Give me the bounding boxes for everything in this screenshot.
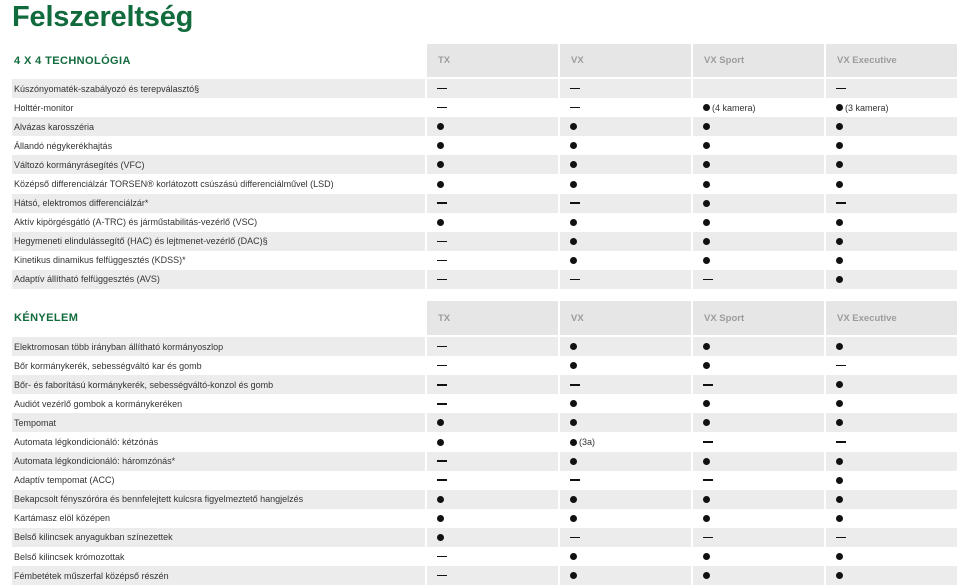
dash-icon xyxy=(570,88,580,90)
row-label: Tempomat xyxy=(12,413,425,432)
cell-tx xyxy=(427,174,558,193)
dash-icon xyxy=(836,537,846,539)
dash-icon xyxy=(437,556,447,558)
dash-icon xyxy=(570,537,580,539)
cell-vx-executive xyxy=(826,136,957,155)
cell-vx xyxy=(560,356,691,375)
table-row xyxy=(12,337,957,356)
cell-vx-executive xyxy=(826,270,957,289)
column-header-tx: TX xyxy=(427,44,558,77)
filled-dot-icon xyxy=(437,181,444,188)
filled-dot-icon xyxy=(703,419,710,426)
spec-table xyxy=(12,79,957,289)
filled-dot-icon xyxy=(437,534,444,541)
table-row xyxy=(12,471,957,490)
cell-tx xyxy=(427,566,558,585)
cell-vx-executive xyxy=(826,155,957,174)
dash-icon xyxy=(437,403,447,405)
cell-vx xyxy=(560,490,691,509)
table-row xyxy=(12,194,957,213)
cell-vx-executive xyxy=(826,194,957,213)
cell-vx-sport xyxy=(693,432,824,451)
filled-dot-icon xyxy=(570,142,577,149)
dash-icon xyxy=(570,479,580,481)
cell-vx-executive xyxy=(826,375,957,394)
cell-vx-executive xyxy=(826,413,957,432)
dash-icon xyxy=(437,88,447,90)
filled-dot-icon xyxy=(703,104,710,111)
cell-note: (4 kamera) xyxy=(712,102,756,113)
filled-dot-icon xyxy=(836,257,843,264)
cell-tx xyxy=(427,471,558,490)
cell-vx xyxy=(560,270,691,289)
cell-vx xyxy=(560,174,691,193)
row-label: Belső kilincsek krómozottak xyxy=(14,551,125,562)
cell-tx xyxy=(427,432,558,451)
filled-dot-icon xyxy=(570,257,577,264)
row-label: Holttér-monitor xyxy=(14,102,74,113)
cell-vx-sport xyxy=(693,117,824,136)
table-row xyxy=(12,251,957,270)
table-row xyxy=(12,270,957,289)
cell-vx xyxy=(560,432,691,451)
dash-icon xyxy=(703,537,713,539)
dash-icon xyxy=(437,260,447,262)
cell-vx-sport xyxy=(693,566,824,585)
filled-dot-icon xyxy=(703,238,710,245)
dash-icon xyxy=(836,202,846,204)
table-row xyxy=(12,452,957,471)
column-header-vx-executive: VX Executive xyxy=(826,301,957,335)
cell-vx-sport xyxy=(693,471,824,490)
cell-vx-executive xyxy=(826,509,957,528)
cell-tx xyxy=(427,452,558,471)
spec-table xyxy=(12,337,957,585)
cell-vx-executive xyxy=(826,232,957,251)
cell-tx xyxy=(427,509,558,528)
filled-dot-icon xyxy=(570,496,577,503)
cell-vx xyxy=(560,194,691,213)
table-row xyxy=(12,174,957,193)
dash-icon xyxy=(437,384,447,386)
cell-vx-executive xyxy=(826,251,957,270)
filled-dot-icon xyxy=(703,572,710,579)
cell-vx-sport xyxy=(693,136,824,155)
cell-tx xyxy=(427,155,558,174)
filled-dot-icon xyxy=(836,400,843,407)
cell-vx-sport xyxy=(693,79,824,98)
filled-dot-icon xyxy=(836,219,843,226)
column-header-vx-executive: VX Executive xyxy=(826,44,957,77)
table-row xyxy=(12,79,957,98)
row-label: Kúszónyomaték-szabályozó és terepválasztó§ xyxy=(12,79,425,98)
dash-icon xyxy=(836,365,846,367)
row-label: Automata légkondicionáló: háromzónás* xyxy=(12,452,425,471)
cell-vx xyxy=(560,413,691,432)
filled-dot-icon xyxy=(570,419,577,426)
dash-icon xyxy=(570,107,580,109)
table-row xyxy=(12,528,957,547)
cell-vx-executive xyxy=(826,174,957,193)
cell-vx-executive xyxy=(826,337,957,356)
cell-tx xyxy=(427,98,558,117)
filled-dot-icon xyxy=(836,381,843,388)
cell-tx xyxy=(427,413,558,432)
cell-vx-sport xyxy=(693,547,824,566)
cell-vx xyxy=(560,528,691,547)
table-row xyxy=(12,490,957,509)
table-row xyxy=(12,413,957,432)
row-label: Kinetikus dinamikus felfüggesztés (KDSS)* xyxy=(14,255,186,266)
filled-dot-icon xyxy=(836,572,843,579)
column-header-tx: TX xyxy=(427,301,558,335)
filled-dot-icon xyxy=(570,219,577,226)
filled-dot-icon xyxy=(570,343,577,350)
dash-icon xyxy=(437,107,447,109)
cell-vx xyxy=(560,452,691,471)
filled-dot-icon xyxy=(437,419,444,426)
table-row xyxy=(12,98,957,117)
filled-dot-icon xyxy=(703,200,710,207)
table-row xyxy=(12,394,957,413)
filled-dot-icon xyxy=(570,238,577,245)
section-header xyxy=(12,44,957,77)
column-header-vx-sport: VX Sport xyxy=(693,44,824,77)
filled-dot-icon xyxy=(570,553,577,560)
filled-dot-icon xyxy=(437,439,444,446)
column-header-vx: VX xyxy=(560,301,691,335)
table-row xyxy=(12,432,957,451)
cell-vx-executive xyxy=(826,79,957,98)
filled-dot-icon xyxy=(836,181,843,188)
filled-dot-icon xyxy=(703,343,710,350)
filled-dot-icon xyxy=(703,161,710,168)
cell-tx xyxy=(427,251,558,270)
row-label: Audiót vezérlő gombok a kormánykeréken xyxy=(14,398,183,409)
filled-dot-icon xyxy=(836,496,843,503)
cell-vx-executive xyxy=(826,432,957,451)
filled-dot-icon xyxy=(836,276,843,283)
section-title: KÉNYELEM xyxy=(14,312,79,324)
filled-dot-icon xyxy=(570,400,577,407)
cell-vx xyxy=(560,337,691,356)
filled-dot-icon xyxy=(570,161,577,168)
filled-dot-icon xyxy=(570,515,577,522)
filled-dot-icon xyxy=(703,219,710,226)
cell-tx xyxy=(427,232,558,251)
cell-vx xyxy=(560,509,691,528)
cell-tx xyxy=(427,194,558,213)
cell-vx-executive xyxy=(826,566,957,585)
cell-vx-sport xyxy=(693,528,824,547)
filled-dot-icon xyxy=(437,496,444,503)
cell-tx xyxy=(427,79,558,98)
cell-vx-sport xyxy=(693,213,824,232)
filled-dot-icon xyxy=(836,142,843,149)
filled-dot-icon xyxy=(836,161,843,168)
cell-tx xyxy=(427,337,558,356)
dash-icon xyxy=(836,88,846,90)
filled-dot-icon xyxy=(836,553,843,560)
cell-vx-sport xyxy=(693,509,824,528)
cell-vx-executive xyxy=(826,394,957,413)
filled-dot-icon xyxy=(703,257,710,264)
cell-vx-sport xyxy=(693,413,824,432)
cell-tx xyxy=(427,117,558,136)
cell-vx-executive xyxy=(826,117,957,136)
dash-icon xyxy=(570,279,580,281)
row-label: Kartámasz elöl középen xyxy=(14,513,111,524)
filled-dot-icon xyxy=(437,161,444,168)
cell-vx-sport xyxy=(693,232,824,251)
row-label: Adaptív állítható felfüggesztés (AVS) xyxy=(12,270,425,289)
page-title: Felszereltség xyxy=(12,1,194,33)
cell-vx xyxy=(560,213,691,232)
cell-vx xyxy=(560,155,691,174)
column-header-vx: VX xyxy=(560,44,691,77)
cell-vx-executive xyxy=(826,547,957,566)
filled-dot-icon xyxy=(703,362,710,369)
cell-tx xyxy=(427,547,558,566)
filled-dot-icon xyxy=(836,477,843,484)
cell-vx-executive xyxy=(826,213,957,232)
cell-tx xyxy=(427,528,558,547)
filled-dot-icon xyxy=(437,123,444,130)
filled-dot-icon xyxy=(703,553,710,560)
cell-vx xyxy=(560,98,691,117)
cell-tx xyxy=(427,213,558,232)
table-row xyxy=(12,155,957,174)
filled-dot-icon xyxy=(570,181,577,188)
cell-vx-sport xyxy=(693,98,824,117)
filled-dot-icon xyxy=(570,123,577,130)
filled-dot-icon xyxy=(437,219,444,226)
table-row xyxy=(12,509,957,528)
cell-tx xyxy=(427,375,558,394)
cell-vx xyxy=(560,375,691,394)
dash-icon xyxy=(703,441,713,443)
cell-vx-sport xyxy=(693,452,824,471)
row-label: Bekapcsolt fényszóróra és bennfelejtett kulcsra figyelmeztető hangjelzés xyxy=(12,490,425,509)
row-label: Belső kilincsek anyagukban színezettek xyxy=(12,528,425,547)
section-title: 4 X 4 TECHNOLÓGIA xyxy=(14,54,131,67)
dash-icon xyxy=(437,575,447,577)
cell-vx-sport xyxy=(693,251,824,270)
section-comfort xyxy=(12,301,957,585)
cell-vx xyxy=(560,471,691,490)
dash-icon xyxy=(437,202,447,204)
table-row xyxy=(12,136,957,155)
filled-dot-icon xyxy=(703,123,710,130)
row-label: Elektromosan több irányban állítható kormányoszlop xyxy=(12,337,425,356)
cell-vx-sport xyxy=(693,270,824,289)
section-header xyxy=(12,301,957,335)
filled-dot-icon xyxy=(836,343,843,350)
dash-icon xyxy=(703,384,713,386)
filled-dot-icon xyxy=(836,419,843,426)
filled-dot-icon xyxy=(703,458,710,465)
filled-dot-icon xyxy=(570,572,577,579)
cell-vx xyxy=(560,232,691,251)
row-label: Automata légkondicionáló: kétzónás xyxy=(14,437,159,448)
cell-vx-executive xyxy=(826,452,957,471)
cell-vx-executive xyxy=(826,471,957,490)
filled-dot-icon xyxy=(703,400,710,407)
filled-dot-icon xyxy=(836,123,843,130)
cell-vx-sport xyxy=(693,174,824,193)
cell-vx-sport xyxy=(693,155,824,174)
cell-vx xyxy=(560,566,691,585)
filled-dot-icon xyxy=(836,104,843,111)
cell-tx xyxy=(427,394,558,413)
cell-vx xyxy=(560,394,691,413)
filled-dot-icon xyxy=(570,439,577,446)
row-label: Adaptív tempomat (ACC) xyxy=(14,475,115,486)
dash-icon xyxy=(437,460,447,462)
cell-vx-sport xyxy=(693,490,824,509)
cell-vx-sport xyxy=(693,356,824,375)
section-4x4-technology xyxy=(12,44,957,289)
row-label: Középső differenciálzár TORSEN® korlátozott csúszású differenciálművel (LSD) xyxy=(14,179,334,190)
cell-vx xyxy=(560,547,691,566)
dash-icon xyxy=(437,365,447,367)
row-label: Bőr- és faborítású kormánykerék, sebességváltó-konzol és gomb xyxy=(12,375,425,394)
filled-dot-icon xyxy=(703,496,710,503)
dash-icon xyxy=(570,384,580,386)
dash-icon xyxy=(836,441,846,443)
cell-vx xyxy=(560,136,691,155)
cell-note: (3 kamera) xyxy=(845,102,889,113)
dash-icon xyxy=(437,241,447,243)
table-row xyxy=(12,375,957,394)
table-row xyxy=(12,117,957,136)
table-row xyxy=(12,547,957,566)
dash-icon xyxy=(703,479,713,481)
filled-dot-icon xyxy=(836,515,843,522)
row-label: Hátsó, elektromos differenciálzár* xyxy=(12,194,425,213)
cell-vx xyxy=(560,251,691,270)
filled-dot-icon xyxy=(703,142,710,149)
row-label: Bőr kormánykerék, sebességváltó kar és gomb xyxy=(14,360,202,371)
row-label: Állandó négykerékhajtás xyxy=(14,140,113,151)
cell-vx-executive xyxy=(826,528,957,547)
filled-dot-icon xyxy=(570,458,577,465)
cell-vx-sport xyxy=(693,194,824,213)
cell-vx-sport xyxy=(693,394,824,413)
row-label: Hegymeneti elindulássegítő (HAC) és lejtmenet-vezérlő (DAC)§ xyxy=(12,232,425,251)
row-label: Fémbetétek műszerfal középső részén xyxy=(12,566,425,585)
filled-dot-icon xyxy=(836,458,843,465)
cell-vx xyxy=(560,117,691,136)
cell-tx xyxy=(427,490,558,509)
row-label: Aktív kipörgésgátló (A-TRC) és járműstabilitás-vezérlő (VSC) xyxy=(14,217,258,228)
table-row xyxy=(12,566,957,585)
filled-dot-icon xyxy=(703,181,710,188)
dash-icon xyxy=(437,346,447,348)
cell-vx-executive xyxy=(826,490,957,509)
dash-icon xyxy=(570,202,580,204)
dash-icon xyxy=(703,279,713,281)
column-header-vx-sport: VX Sport xyxy=(693,301,824,335)
filled-dot-icon xyxy=(437,142,444,149)
filled-dot-icon xyxy=(437,515,444,522)
row-label: Alvázas karosszéria xyxy=(12,117,425,136)
cell-vx-sport xyxy=(693,375,824,394)
cell-note: (3a) xyxy=(579,437,596,448)
table-row xyxy=(12,213,957,232)
cell-vx-sport xyxy=(693,337,824,356)
cell-tx xyxy=(427,270,558,289)
dash-icon xyxy=(437,279,447,281)
filled-dot-icon xyxy=(836,238,843,245)
table-row xyxy=(12,232,957,251)
cell-vx-executive xyxy=(826,98,957,117)
filled-dot-icon xyxy=(570,362,577,369)
cell-tx xyxy=(427,356,558,375)
cell-vx xyxy=(560,79,691,98)
row-label: Változó kormányrásegítés (VFC) xyxy=(12,155,425,174)
cell-tx xyxy=(427,136,558,155)
dash-icon xyxy=(437,479,447,481)
cell-vx-executive xyxy=(826,356,957,375)
filled-dot-icon xyxy=(703,515,710,522)
table-row xyxy=(12,356,957,375)
